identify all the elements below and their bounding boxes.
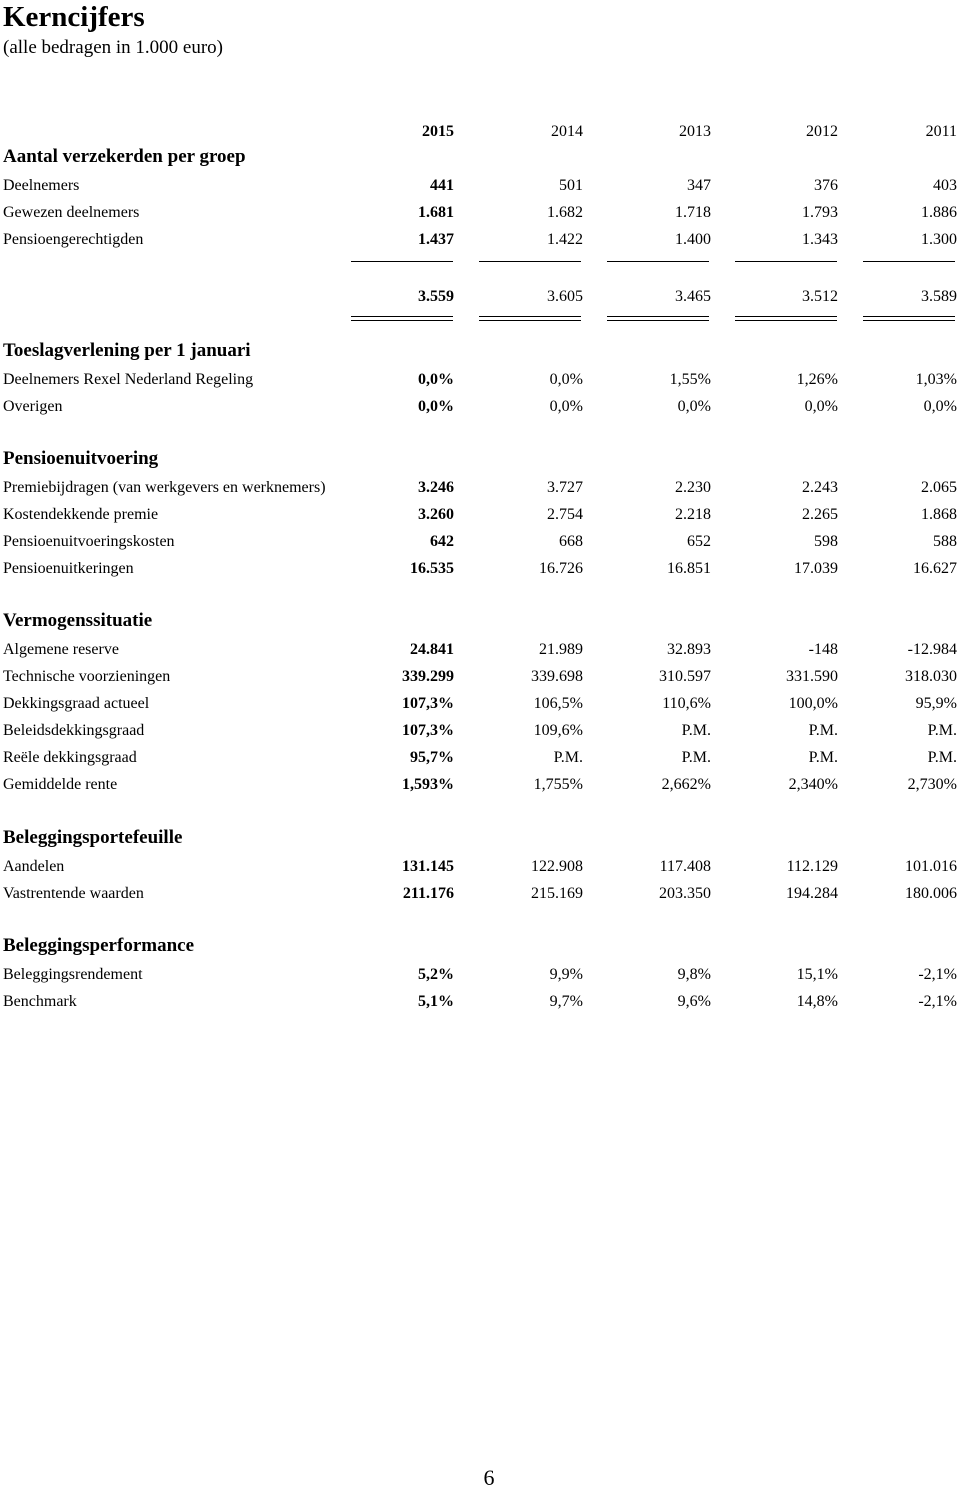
value-cell: 16.535: [410, 560, 454, 577]
value-cell: 117.408: [659, 858, 711, 875]
value-cell: 1.300: [921, 231, 957, 248]
value-cell: 339.698: [531, 668, 583, 685]
value-cell: 194.284: [786, 885, 838, 902]
value-cell: 652: [687, 533, 711, 550]
table-row: [0, 202, 960, 224]
value-cell: 0,0%: [418, 371, 454, 388]
value-cell: 1.682: [547, 204, 583, 221]
value-cell: P.M.: [808, 749, 838, 766]
value-cell: 668: [559, 533, 583, 550]
value-cell: 1.718: [675, 204, 711, 221]
value-cell: 211.176: [402, 885, 454, 902]
value-cell: 16.726: [539, 560, 583, 577]
table-row: [0, 639, 960, 661]
value-cell: 441: [430, 177, 454, 194]
value-cell: 2.218: [675, 506, 711, 523]
value-cell: 0,0%: [677, 398, 711, 415]
value-cell: 331.590: [786, 668, 838, 685]
row-label: Premiebijdragen (van werkgevers en werknemers): [3, 479, 326, 496]
row-label: Beleggingsrendement: [3, 966, 143, 983]
value-cell: 3.246: [418, 479, 454, 496]
row-label: Benchmark: [3, 993, 77, 1010]
value-cell: 403: [933, 177, 957, 194]
total-double-rule: [351, 316, 453, 321]
table-row: [0, 666, 960, 688]
value-cell: 1,55%: [669, 371, 711, 388]
table-row: [0, 396, 960, 418]
section-title-pensioenuitvoering: Pensioenuitvoering: [3, 448, 159, 469]
row-label: Pensioengerechtigden: [3, 231, 144, 248]
value-cell: P.M.: [927, 722, 957, 739]
value-cell: 1.793: [802, 204, 838, 221]
table-row: [0, 964, 960, 986]
value-cell: 110,6%: [662, 695, 711, 712]
table-row: [0, 774, 960, 796]
value-cell: 15,1%: [796, 966, 838, 983]
table-row: [0, 747, 960, 769]
table-row: [0, 531, 960, 553]
row-label: Deelnemers Rexel Nederland Regeling: [3, 371, 254, 388]
total-cell: 3.559: [418, 288, 454, 305]
value-cell: 1,26%: [796, 371, 838, 388]
value-cell: 107,3%: [402, 695, 454, 712]
table-row: [0, 883, 960, 905]
row-label: Aandelen: [3, 858, 65, 875]
value-cell: 1,03%: [915, 371, 957, 388]
value-cell: 2.265: [802, 506, 838, 523]
year-header: 2015: [422, 123, 454, 140]
value-cell: 0,0%: [549, 371, 583, 388]
value-cell: 318.030: [905, 668, 957, 685]
year-header: 2014: [551, 123, 583, 140]
value-cell: 14,8%: [796, 993, 838, 1010]
row-label: Technische voorzieningen: [3, 668, 171, 685]
subtotal-rule: [735, 261, 837, 262]
value-cell: P.M.: [681, 749, 711, 766]
value-cell: 2.243: [802, 479, 838, 496]
row-label: Deelnemers: [3, 177, 80, 194]
value-cell: P.M.: [681, 722, 711, 739]
value-cell: 122.908: [531, 858, 583, 875]
value-cell: 17.039: [794, 560, 838, 577]
table-row: [0, 720, 960, 742]
year-header: 2011: [925, 123, 957, 140]
value-cell: 588: [933, 533, 957, 550]
value-cell: 95,9%: [915, 695, 957, 712]
value-cell: 2,730%: [907, 776, 957, 793]
value-cell: 203.350: [659, 885, 711, 902]
value-cell: 107,3%: [402, 722, 454, 739]
value-cell: 598: [814, 533, 838, 550]
table-row: [0, 558, 960, 580]
value-cell: 0,0%: [418, 398, 454, 415]
value-cell: 2,662%: [661, 776, 711, 793]
value-cell: 0,0%: [549, 398, 583, 415]
value-cell: 501: [559, 177, 583, 194]
total-double-rule: [863, 316, 955, 321]
subtotal-rule: [863, 261, 955, 262]
value-cell: 100,0%: [788, 695, 838, 712]
page-subtitle: (alle bedragen in 1.000 euro): [3, 37, 223, 58]
total-double-rule: [607, 316, 709, 321]
value-cell: 24.841: [410, 641, 454, 658]
row-label: Pensioenuitkeringen: [3, 560, 134, 577]
value-cell: 347: [687, 177, 711, 194]
subtotal-rule: [607, 261, 709, 262]
table-row: [0, 477, 960, 499]
value-cell: 1,755%: [533, 776, 583, 793]
value-cell: 2.754: [547, 506, 583, 523]
value-cell: 32.893: [667, 641, 711, 658]
value-cell: 1.343: [802, 231, 838, 248]
value-cell: 2.230: [675, 479, 711, 496]
section-title-toeslagverlening: Toeslagverlening per 1 januari: [3, 340, 251, 361]
value-cell: -148: [808, 641, 838, 658]
value-cell: 1.681: [418, 204, 454, 221]
row-label: Algemene reserve: [3, 641, 119, 658]
value-cell: 1.886: [921, 204, 957, 221]
section-title-beleggingsperformance: Beleggingsperformance: [3, 935, 195, 956]
total-double-rule: [735, 316, 837, 321]
table-row: [0, 175, 960, 197]
value-cell: 2,340%: [788, 776, 838, 793]
value-cell: 1.437: [418, 231, 454, 248]
year-header: 2013: [679, 123, 711, 140]
value-cell: 9,6%: [677, 993, 711, 1010]
value-cell: 310.597: [659, 668, 711, 685]
value-cell: 1.422: [547, 231, 583, 248]
total-cell: 3.465: [675, 288, 711, 305]
value-cell: 106,5%: [533, 695, 583, 712]
value-cell: 16.627: [913, 560, 957, 577]
value-cell: 9,9%: [549, 966, 583, 983]
value-cell: P.M.: [808, 722, 838, 739]
subtotal-rule: [351, 261, 453, 262]
value-cell: 0,0%: [804, 398, 838, 415]
total-cell: 3.512: [802, 288, 838, 305]
table-row: [0, 504, 960, 526]
value-cell: 642: [430, 533, 454, 550]
row-label: Gemiddelde rente: [3, 776, 118, 793]
table-row: [0, 856, 960, 878]
section-title-vermogenssituatie: Vermogenssituatie: [3, 610, 153, 631]
row-label: Reële dekkingsgraad: [3, 749, 137, 766]
value-cell: 2.065: [921, 479, 957, 496]
value-cell: 131.145: [402, 858, 454, 875]
row-label: Beleidsdekkingsgraad: [3, 722, 145, 739]
value-cell: 5,2%: [418, 966, 454, 983]
value-cell: -2,1%: [918, 993, 957, 1010]
value-cell: 16.851: [667, 560, 711, 577]
value-cell: 101.016: [905, 858, 957, 875]
row-label: Vastrentende waarden: [3, 885, 144, 902]
value-cell: P.M.: [927, 749, 957, 766]
year-header-row: [0, 121, 960, 143]
value-cell: 95,7%: [410, 749, 454, 766]
table-row: [0, 229, 960, 251]
value-cell: 180.006: [905, 885, 957, 902]
value-cell: 112.129: [786, 858, 838, 875]
value-cell: -12.984: [907, 641, 957, 658]
value-cell: 1.400: [675, 231, 711, 248]
value-cell: 1,593%: [402, 776, 454, 793]
value-cell: 3.727: [547, 479, 583, 496]
table-row: [0, 693, 960, 715]
table-row: [0, 369, 960, 391]
subtotal-rule: [479, 261, 581, 262]
value-cell: 21.989: [539, 641, 583, 658]
total-row: [0, 286, 960, 308]
value-cell: 0,0%: [923, 398, 957, 415]
row-label: Kostendekkende premie: [3, 506, 159, 523]
page-number: 6: [483, 1465, 495, 1490]
total-double-rule: [479, 316, 581, 321]
row-label: Dekkingsgraad actueel: [3, 695, 150, 712]
total-cell: 3.589: [921, 288, 957, 305]
total-cell: 3.605: [547, 288, 583, 305]
value-cell: 376: [814, 177, 838, 194]
page-title: Kerncijfers: [3, 1, 145, 33]
value-cell: -2,1%: [918, 966, 957, 983]
row-label: Overigen: [3, 398, 63, 415]
value-cell: 339.299: [402, 668, 454, 685]
value-cell: 215.169: [531, 885, 583, 902]
value-cell: 9,8%: [677, 966, 711, 983]
section-title-verzekerden: Aantal verzekerden per groep: [3, 146, 246, 167]
row-label: Pensioenuitvoeringskosten: [3, 533, 175, 550]
year-header: 2012: [806, 123, 838, 140]
value-cell: 109,6%: [533, 722, 583, 739]
value-cell: 1.868: [921, 506, 957, 523]
value-cell: 9,7%: [549, 993, 583, 1010]
row-label: Gewezen deelnemers: [3, 204, 140, 221]
value-cell: 3.260: [418, 506, 454, 523]
value-cell: P.M.: [553, 749, 583, 766]
value-cell: 5,1%: [418, 993, 454, 1010]
table-row: [0, 991, 960, 1013]
section-title-beleggingsportefeuille: Beleggingsportefeuille: [3, 827, 183, 848]
